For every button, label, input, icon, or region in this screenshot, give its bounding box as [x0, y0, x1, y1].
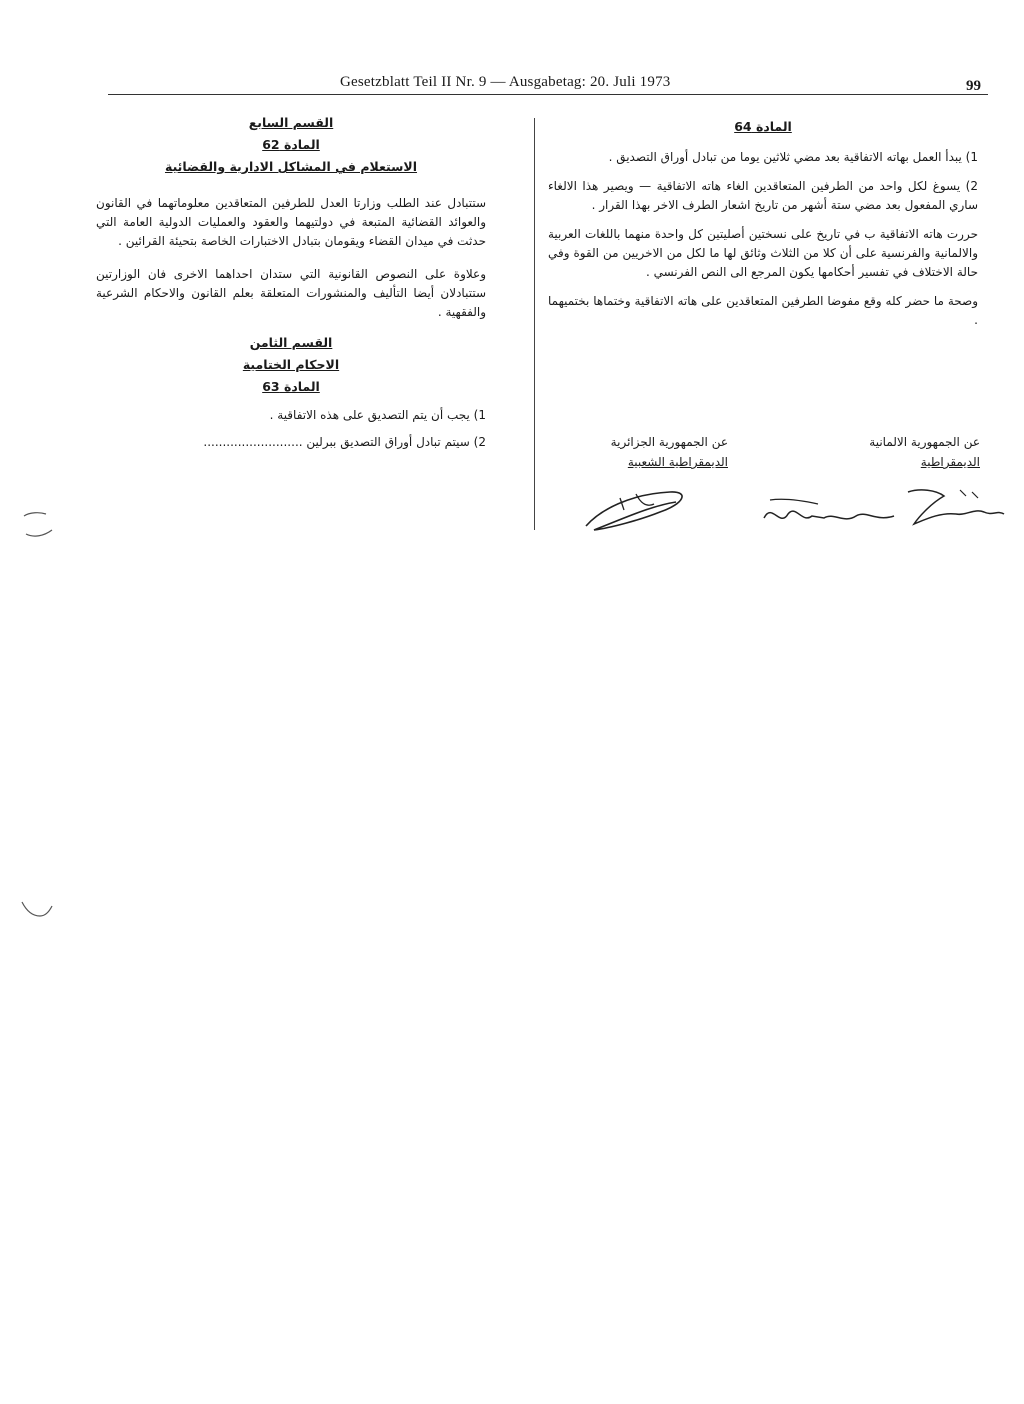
signature-blocks	[548, 432, 980, 472]
header-rule	[108, 94, 988, 95]
article-62-subject: الاستعلام في المشاكل الادارية والقضائية	[164, 159, 418, 174]
article-63-heading: المادة 63	[262, 379, 320, 394]
article-64-item-2: 2) يسوغ لكل واحد من الطرفين المتعاقدين الغاء هاته الاتفاقية — ويصير هذا الالغاء ساري المفعول بعد مضي ستة أشهر من تاريخ اشعار الطرف الاخر بهذا القرار .	[548, 179, 978, 212]
left-column	[96, 112, 486, 460]
signature-block-gdr	[800, 432, 980, 472]
gdr-line-2: الديمقراطية	[920, 455, 980, 469]
witness-paragraph: وصحة ما حضر كله وقع مفوضا الطرفين المتعاقدين على هاته الاتفاقية وختماها بختميهما .	[548, 294, 978, 327]
column-divider	[534, 118, 535, 530]
drafting-paragraph: حررت هاته الاتفاقية ب في تاريخ على نسختين أصليتين كل واحدة منهما باللغات العربية والالمانية والفرنسية على أن كلا من الثلاث وثائق لها ما لكل من الاخريين من القوة وفي حالة الاختلاف في تفسير أحكامها يكون المرجع الى النص الفرنسي .	[548, 227, 978, 279]
algerian-signature	[580, 480, 700, 536]
article-63-item-1: 1) يجب أن يتم التصديق على هذه الاتفاقية .	[269, 408, 486, 422]
article-62-paragraph-2: وعلاوة على النصوص القانونية التي ستدان احداهما الاخرى فان الوزارتين ستتبادلان أيضا التأليف والمنشورات المتعلقة بعلم القانون والاحكام الشرعية والفقهية .	[96, 267, 486, 319]
gdr-line-1: عن الجمهورية الالمانية	[869, 435, 980, 449]
punch-hole-mark-bottom	[18, 896, 54, 926]
page-number: 99	[966, 78, 981, 94]
algeria-line-1: عن الجمهورية الجزائرية	[610, 435, 728, 449]
article-64-heading: المادة 64	[734, 119, 792, 134]
final-provisions-heading: الاحكام الختامية	[242, 357, 340, 372]
gdr-signature-2	[900, 484, 1010, 534]
gazette-header-title: Gesetzblatt Teil II Nr. 9 — Ausgabetag: 20. Juli 1973	[340, 74, 671, 90]
right-column	[548, 116, 978, 340]
algeria-line-2: الديمقراطية الشعبية	[627, 455, 728, 469]
article-64-item-1: 1) يبدأ العمل بهاته الاتفاقية بعد مضي ثلاثين يوما من تبادل أوراق التصديق .	[608, 150, 978, 164]
fill-in-dots: ..........................	[203, 435, 303, 449]
article-63-item-2: 2) سيتم تبادل أوراق التصديق ببرلين	[306, 435, 486, 449]
article-62-heading: المادة 62	[262, 137, 320, 152]
section-7-heading: القسم السابع	[248, 115, 334, 130]
gdr-signature-1	[760, 494, 900, 534]
punch-hole-mark-top	[20, 510, 56, 540]
article-63-item-2-line	[96, 433, 486, 452]
article-62-paragraph-1: ستتبادل عند الطلب وزارتا العدل للطرفين المتعاقدين معلوماتهما في القانون والعوائد القضائية المتبعة في دولتيهما والعقود والعمليات الدولية العامة التي حدثت في ميدان القضاء ويقومان بتبادل الاختبارات الخاصة بتحيئة القرائين .	[96, 196, 486, 248]
signature-block-algeria	[548, 432, 728, 472]
section-8-heading: القسم الثامن	[249, 335, 333, 350]
